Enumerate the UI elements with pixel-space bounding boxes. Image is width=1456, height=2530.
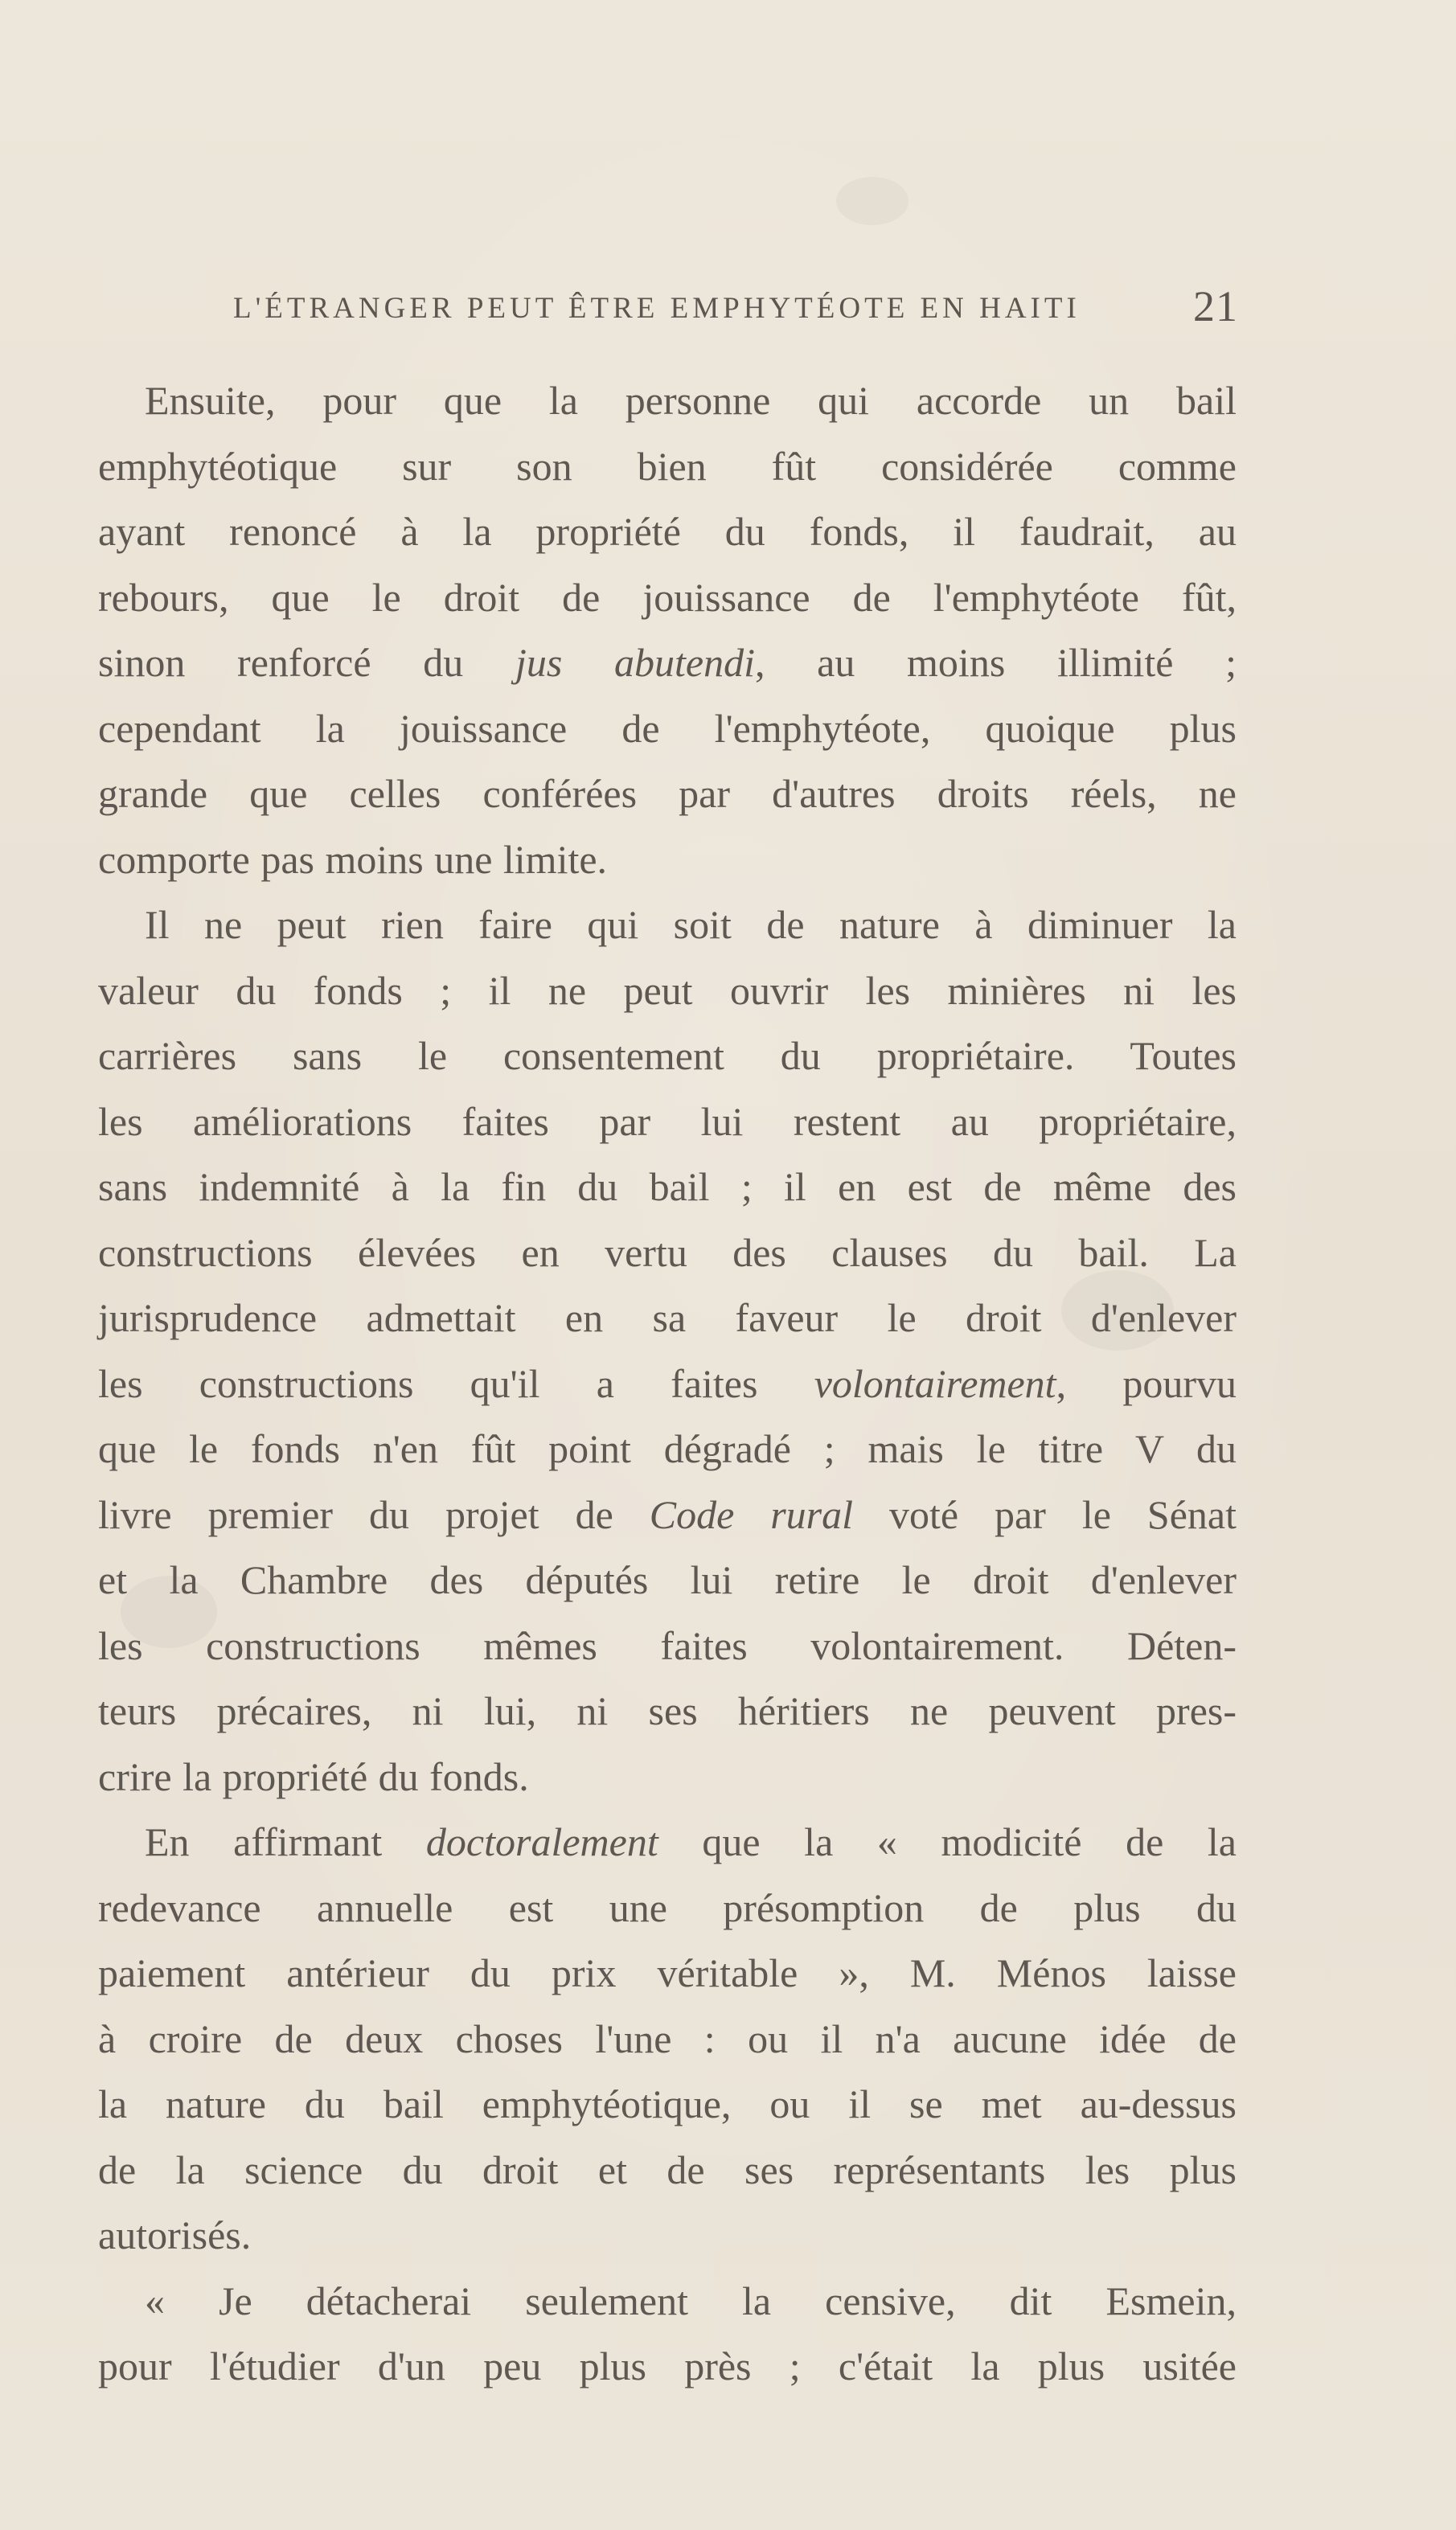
text-line: « Je détacherai seulement la censive, dit Esmein,	[145, 2278, 1237, 2323]
text-line: sans indemnité à la fin du bail ; il en est de même des	[98, 1164, 1237, 1209]
text-line	[98, 1482, 1237, 1548]
text-line: comporte pas moins une limite.	[98, 836, 608, 882]
text-line: redevance annuelle est une présomption de plus du	[98, 1884, 1237, 1930]
text-run: , au moins illimité ;	[754, 640, 1237, 685]
running-head	[233, 281, 1238, 338]
text-line: les améliorations faites par lui restent au propriétaire,	[98, 1098, 1237, 1144]
text-line: autorisés.	[98, 2212, 252, 2257]
text-line: emphytéotique sur son bien fût considérée comme	[98, 443, 1237, 489]
text-line: rebours, que le droit de jouissance de l'emphytéote fût,	[98, 574, 1237, 620]
text-run: livre premier du projet de	[98, 1491, 650, 1537]
text-line: constructions élevées en vertu des clauses du bail. La	[98, 1229, 1237, 1275]
paper-stain	[836, 177, 908, 225]
text-line: grande que celles conférées par d'autres droits réels, ne	[98, 771, 1237, 816]
text-line: carrières sans le consentement du propriétaire. Toutes	[98, 1033, 1237, 1078]
italic-term: Code rural	[649, 1491, 854, 1537]
text-line	[98, 630, 1237, 696]
italic-term: jus abutendi	[515, 640, 755, 685]
page-number: 21	[1193, 282, 1238, 330]
text-line: de la science du droit et de ses représentants les plus	[98, 2147, 1237, 2192]
text-line: la nature du bail emphytéotique, ou il se met au-dessus	[98, 2081, 1237, 2126]
text-run: sinon renforcé du	[98, 640, 515, 685]
text-run: que la « modicité de la	[658, 1819, 1237, 1864]
text-line: les constructions mêmes faites volontairement. Déten-	[98, 1622, 1237, 1668]
text-line: Ensuite, pour que la personne qui accorde un bail	[145, 378, 1237, 423]
text-line: crire la propriété du fonds.	[98, 1753, 529, 1799]
text-line: et la Chambre des députés lui retire le droit d'enlever	[98, 1557, 1237, 1602]
italic-term: doctoralement	[425, 1819, 658, 1864]
text-line: teurs précaires, ni lui, ni ses héritiers ne peuvent pres-	[98, 1688, 1237, 1733]
text-line: cependant la jouissance de l'emphytéote, quoique plus	[98, 705, 1237, 751]
text-line	[98, 1351, 1237, 1417]
text-line: Il ne peut rien faire qui soit de nature à diminuer la	[145, 902, 1237, 947]
text-run: voté par le Sénat	[853, 1491, 1237, 1537]
text-line: paiement antérieur du prix véritable », M. Ménos laisse	[98, 1950, 1237, 1995]
text-line: jurisprudence admettait en sa faveur le droit d'enlever	[98, 1295, 1237, 1340]
text-run: , pourvu	[1056, 1360, 1237, 1406]
text-line: à croire de deux choses l'une : ou il n'a aucune idée de	[98, 2015, 1237, 2061]
text-run: les constructions qu'il a faites	[98, 1360, 814, 1406]
body-text	[98, 368, 1237, 2400]
text-line	[98, 1810, 1237, 1876]
text-line: que le fonds n'en fût point dégradé ; mais le titre V du	[98, 1426, 1237, 1471]
text-line: valeur du fonds ; il ne peut ouvrir les minières ni les	[98, 967, 1237, 1013]
running-title: L'ÉTRANGER PEUT ÊTRE EMPHYTÉOTE EN HAITI	[233, 292, 1081, 325]
text-line: pour l'étudier d'un peu plus près ; c'était la plus usitée	[98, 2343, 1237, 2389]
text-line: ayant renoncé à la propriété du fonds, il faudrait, au	[98, 509, 1237, 554]
text-run: En affirmant	[145, 1819, 426, 1864]
italic-term: volontairement	[814, 1360, 1056, 1406]
